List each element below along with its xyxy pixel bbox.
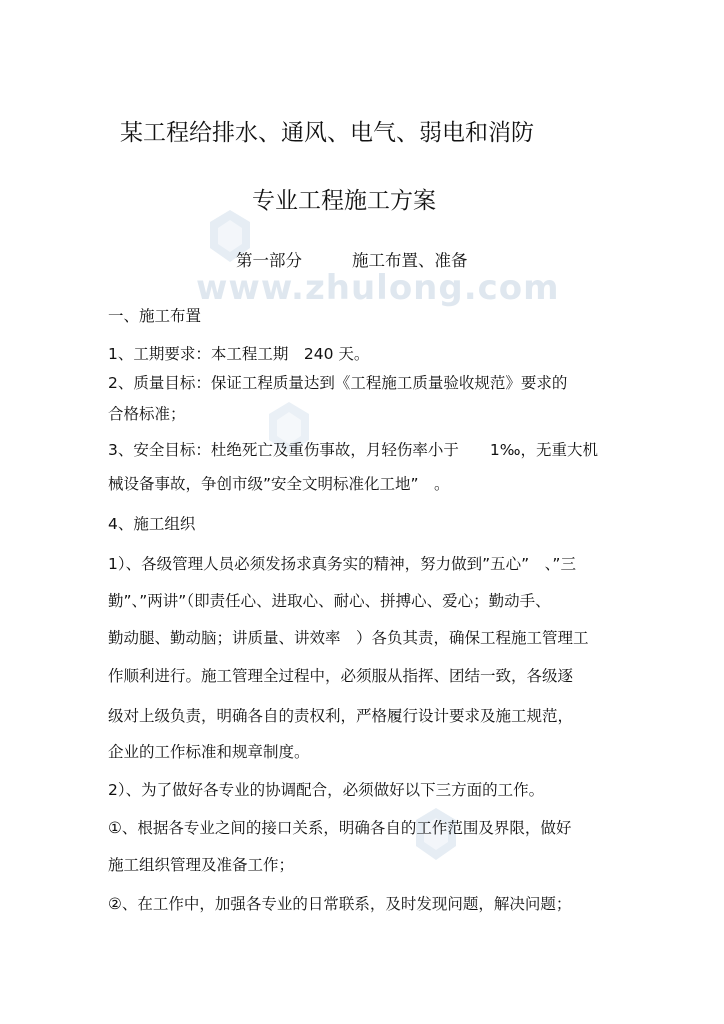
part-name: 施工布置、准备 <box>352 251 468 270</box>
paragraph-line: 3、安全目标：杜绝死亡及重伤事故，月轻伤率小于 1‰，无重大机 <box>108 441 599 459</box>
paragraph-line: 1）、各级管理人员必须发扬求真务实的精神，努力做到”五心” 、”三 <box>108 555 576 573</box>
paragraph-line: 企业的工作标准和规章制度。 <box>108 743 310 761</box>
section-heading: 4、施工组织 <box>108 515 196 533</box>
paragraph-line: 勤”、”两讲”（即责任心、进取心、耐心、拼搏心、爱心；勤动手、 <box>108 592 551 610</box>
paragraph-line: 勤动腿、勤动脑；讲质量、讲效率 ）各负其责，确保工程施工管理工 <box>108 629 589 647</box>
document-title-line1: 某工程给排水、通风、电气、弱电和消防 <box>120 120 534 146</box>
paragraph-line: 1、工期要求：本工程工期 240 天。 <box>108 345 370 363</box>
watermark-text: www.zhulong.com <box>196 268 560 308</box>
paragraph-line: 合格标准； <box>108 405 186 423</box>
paragraph-line: 作顺利进行。施工管理全过程中，必须服从指挥、团结一致，各级逐 <box>108 667 574 685</box>
paragraph-line: 2）、为了做好各专业的协调配合，必须做好以下三方面的工作。 <box>108 781 545 799</box>
paragraph-line: ②、在工作中，加强各专业的日常联系，及时发现问题，解决问题； <box>108 895 572 913</box>
paragraph-line: 械设备事故，争创市级”安全文明标准化工地” 。 <box>108 475 450 493</box>
paragraph-line: ①、根据各专业之间的接口关系，明确各自的工作范围及界限，做好 <box>108 819 572 837</box>
paragraph-line: 2、质量目标：保证工程质量达到《工程施工质量验收规范》要求的 <box>108 374 568 392</box>
paragraph-line: 施工组织管理及准备工作； <box>108 856 295 874</box>
document-title-line2: 专业工程施工方案 <box>252 188 436 214</box>
part-label: 第一部分 <box>236 251 302 270</box>
section-heading: 一、施工布置 <box>108 307 202 325</box>
paragraph-line: 级对上级负责，明确各自的责权利，严格履行设计要求及施工规范， <box>108 707 574 725</box>
